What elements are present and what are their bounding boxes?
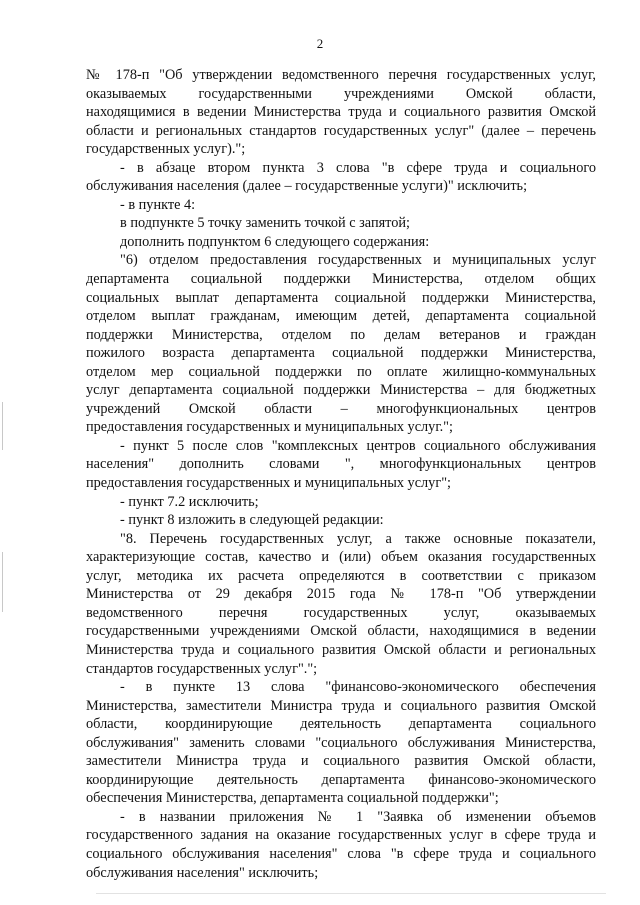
document-body: [86, 66, 596, 882]
text-line: населения" дополнить словами ", многофункциональных центров: [86, 456, 596, 473]
scan-margin-mark: [2, 402, 3, 450]
text-line: - в пункте 13 слова "финансово-экономического обеспечения: [120, 679, 596, 696]
text-line: области, координирующие деятельность департамента социального: [86, 716, 596, 733]
text-line: государственных услуг).";: [86, 141, 246, 158]
text-line: в подпункте 5 точку заменить точкой с запятой;: [120, 215, 411, 232]
text-line: обеспечения Министерства, департамента социальной поддержки";: [86, 790, 499, 807]
text-line: предоставления государственных и муниципальных услуг";: [86, 475, 451, 492]
text-line: социальных выплат департамента социальной поддержки Министерства,: [86, 289, 596, 306]
text-line: заместители Министра труда и социального развития Омской области,: [86, 753, 596, 770]
text-line: - в абзаце втором пункта 3 слова "в сфере труда и социального: [120, 159, 596, 176]
text-line: Министерства, заместители Министра труда и социального развития Омской: [86, 697, 596, 714]
text-line: Министерства труда и социального развития Омской области и региональных: [86, 641, 596, 658]
scan-bottom-edge: [96, 893, 606, 894]
text-line: обслуживания населения (далее – государственные услуги)" исключить;: [86, 178, 528, 195]
text-line: государственными учреждениями Омской области, находящимися в ведении: [86, 623, 596, 640]
text-line: стандартов государственных услуг".";: [86, 660, 318, 677]
text-line: пожилого возраста департамента социальной поддержки Министерства,: [86, 345, 596, 362]
text-line: характеризующие состав, качество и (или) объем оказания государственных: [86, 549, 596, 566]
text-line: поддержки Министерства, отделом по делам ветеранов и граждан: [86, 326, 596, 343]
text-line: находящимися в ведении Министерства труда и социального развития Омской: [86, 104, 596, 121]
text-line: области и региональных стандартов государственных услуг" (далее – перечень: [86, 122, 596, 139]
page-number: 2: [316, 36, 324, 51]
text-line: департамента социальной поддержки Министерства, отделом общих: [86, 271, 596, 288]
scan-margin-mark: [2, 552, 3, 612]
text-line: - пункт 5 после слов "комплексных центров социального обслуживания: [120, 437, 596, 454]
text-line: услуг департамента социальной поддержки Министерства – для бюджетных: [86, 382, 596, 399]
text-line: учреждений Омской области – многофункциональных центров: [86, 400, 596, 417]
text-line: дополнить подпунктом 6 следующего содержания:: [120, 233, 430, 250]
text-line: государственного задания на оказание государственных услуг в сфере труда и: [86, 827, 596, 844]
text-line: "6) отделом предоставления государственных и муниципальных услуг: [120, 252, 596, 269]
text-line: - в названии приложения № 1 "Заявка об изменении объемов: [120, 808, 596, 825]
text-line: предоставления государственных и муниципальных услуг.";: [86, 419, 453, 436]
text-line: отделом выплат гражданам, имеющим детей, департамента социальной: [86, 308, 596, 325]
text-line: координирующие деятельность департамента финансово-экономического: [86, 771, 596, 788]
text-line: оказываемых государственными учреждениями Омской области,: [86, 85, 596, 102]
text-line: услуг, методика их расчета определяются в соответствии с приказом: [86, 567, 596, 584]
text-line: "8. Перечень государственных услуг, а также основные показатели,: [120, 530, 596, 547]
text-line: социального обслуживания населения" слова "в сфере труда и социального: [86, 845, 596, 862]
text-line: ведомственного перечня государственных услуг, оказываемых: [86, 604, 596, 621]
text-line: Министерства от 29 декабря 2015 года № 178-п "Об утверждении: [86, 586, 596, 603]
text-line: обслуживания" заменить словами "социального обслуживания Министерства,: [86, 734, 596, 751]
text-line: - пункт 8 изложить в следующей редакции:: [120, 512, 384, 529]
text-line: - в пункте 4:: [120, 196, 196, 213]
text-line: № 178-п "Об утверждении ведомственного перечня государственных услуг,: [86, 67, 596, 83]
text-line: - пункт 7.2 исключить;: [120, 493, 259, 510]
text-line: обслуживания населения" исключить;: [86, 864, 319, 881]
text-line: отделом мер социальной поддержки по оплате жилищно-коммунальных: [86, 363, 596, 380]
